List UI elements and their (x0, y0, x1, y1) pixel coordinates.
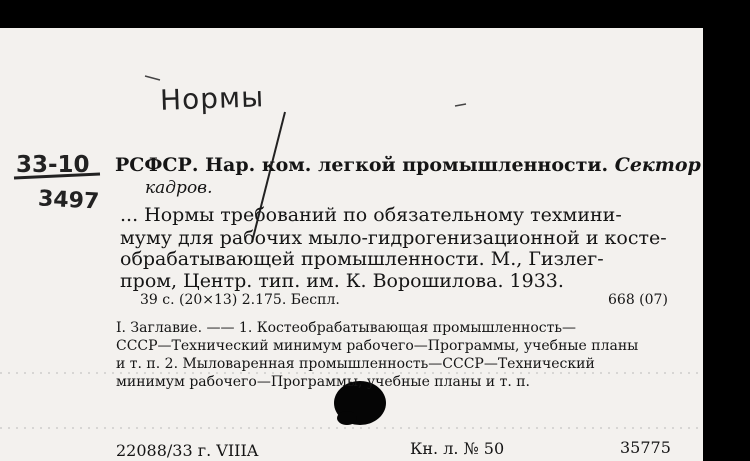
heading-author-italic: Сектор (614, 154, 701, 176)
ink-blot (337, 411, 357, 425)
call-number-bottom: 3497 (37, 186, 100, 215)
body-line-4: пром, Центр. тип. им. К. Ворошилова. 1933. (120, 270, 564, 292)
body-line-1: ... Нормы требований по обязательному техмини- (120, 204, 622, 226)
imprint-line: 39 с. (20×13) 2.175. Беспл. (140, 292, 340, 308)
classification-index: 668 (07) (608, 292, 668, 308)
pen-tick-mark (145, 76, 160, 80)
tracing-line-2: СССР—Технический минимум рабочего—Программы, учебные планы (116, 338, 639, 354)
heading-line-1 (115, 154, 701, 176)
call-number-top: 33-10 (16, 152, 90, 178)
footer-registry-number: 22088/33 г. VIIIA (116, 441, 259, 460)
handwritten-title: Нормы (159, 80, 265, 117)
tracing-line-1: I. Заглавие. —— 1. Костеобрабатывающая промышленность— (116, 320, 577, 336)
pen-tick-mark (455, 104, 466, 106)
tracing-line-4: минимум рабочего—Программы, учебные планы и т. п. (116, 374, 531, 390)
footer-book-chamber-number: Кн. л. № 50 (410, 439, 505, 458)
footer-card-number: 35775 (620, 438, 671, 457)
body-line-2: муму для рабочих мыло-гидрогенизационной и косте- (120, 227, 667, 249)
tracing-line-3: и т. п. 2. Мыловаренная промышленность—СССР—Технический (116, 356, 595, 372)
heading-line-2: кадров. (145, 178, 213, 198)
heading-author: РСФСР. Нар. ком. легкой промышленности. (115, 154, 609, 176)
catalog-card (0, 28, 703, 461)
body-line-3: обрабатывающей промышленности. М., Гизлег- (120, 248, 604, 270)
